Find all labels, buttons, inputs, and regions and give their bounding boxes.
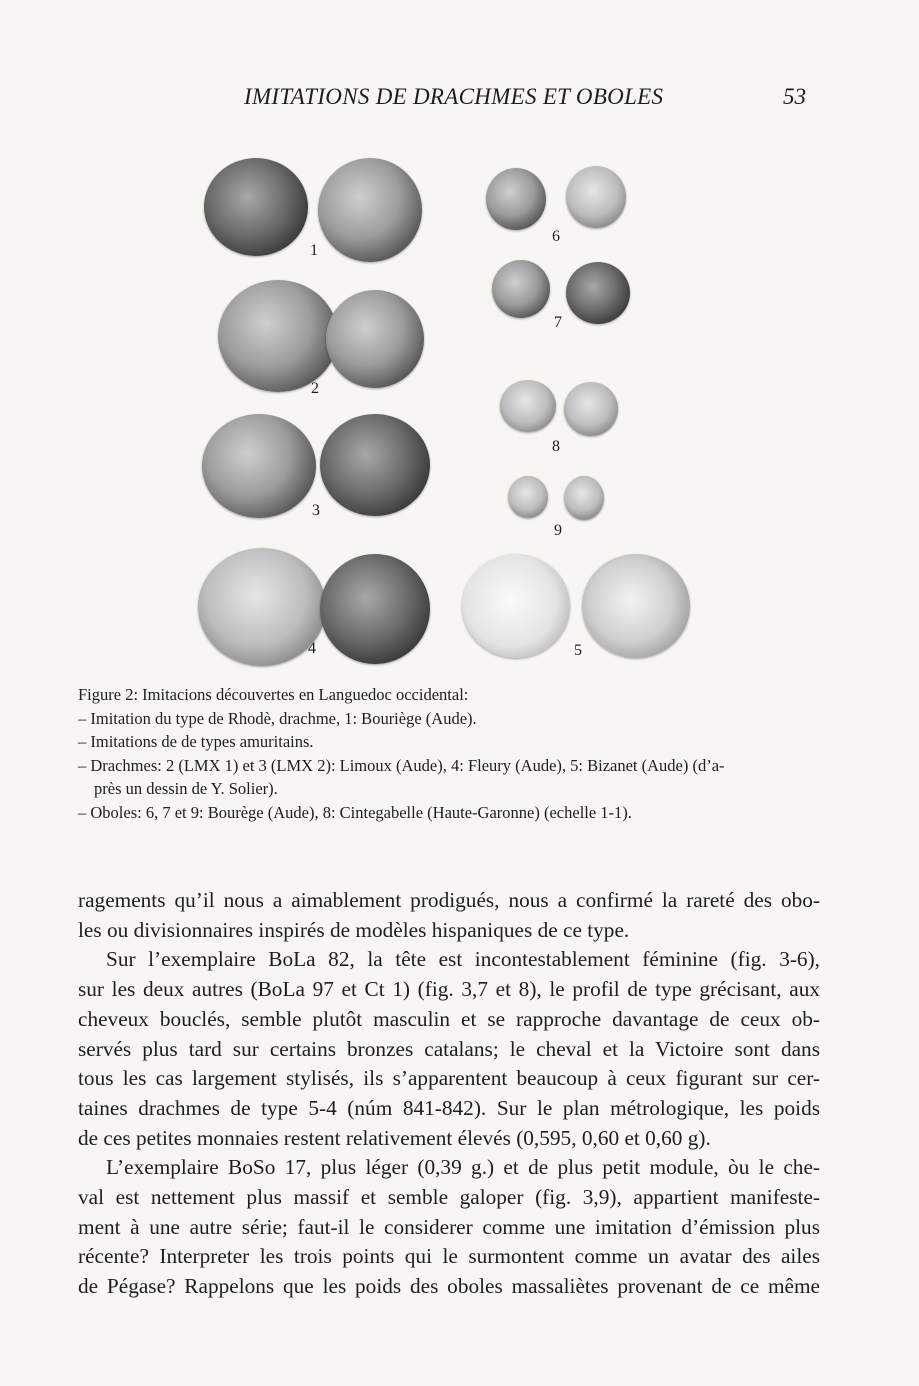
body-line: ragements qu’il nous a aimablement prodigués, nous a confirmé la rareté des obo- [78, 888, 820, 912]
coin-label-4: 4 [308, 640, 316, 657]
coin-2-obverse [218, 280, 338, 392]
body-line: de ces petites monnaies restent relativement élevés (0,595, 0,60 et 0,60 g). [78, 1125, 711, 1150]
coin-5-reverse-drawing [582, 554, 690, 658]
body-line: de Pégase? Rappelons que les poids des oboles massaliètes provenant de ce même [78, 1274, 820, 1299]
caption-line: – Oboles: 6, 7 et 9: Bourège (Aude), 8: Cintegabelle (Haute-Garonne) (echelle 1-1). [78, 802, 632, 822]
body-line: cheveux bouclés, semble plutôt masculin et se rapproche davantage de ceux ob- [78, 1006, 820, 1031]
coin-4-reverse [320, 554, 430, 664]
coin-label-3: 3 [312, 502, 320, 519]
coin-7-reverse [566, 262, 630, 324]
body-line: récente? Interpreter les trois points qui le surmontent comme un avatar des ailes [78, 1244, 820, 1269]
coin-6-reverse [566, 166, 626, 228]
coin-9-obverse [508, 476, 548, 518]
coin-label-1: 1 [310, 242, 318, 259]
coin-1-obverse [204, 158, 308, 256]
body-line: sur les deux autres (BoLa 97 et Ct 1) (fig. 3,7 et 8), le profil de type grécisant, aux [78, 977, 820, 1002]
body-line: L’exemplaire BoSo 17, plus léger (0,39 g.) et de plus petit module, òu le che- [106, 1155, 820, 1180]
coin-plate-figure [190, 150, 730, 670]
coin-label-8: 8 [552, 438, 560, 455]
coin-label-7: 7 [554, 314, 562, 331]
body-line: Sur l’exemplaire BoLa 82, la tête est incontestablement féminine (fig. 3-6), [106, 947, 820, 972]
coin-8-reverse [564, 382, 618, 436]
coin-8-obverse [500, 380, 556, 432]
figure-caption [78, 683, 823, 824]
coin-3-obverse [202, 414, 316, 518]
body-line: tous les cas largement stylisés, ils s’apparentent beaucoup à ceux figurant sur cer- [78, 1066, 820, 1091]
caption-line: – Drachmes: 2 (LMX 1) et 3 (LMX 2): Limoux (Aude), 4: Fleury (Aude), 5: Bizanet (Aude) (d’a- [78, 755, 725, 775]
coin-9-reverse [564, 476, 604, 520]
body-line: taines drachmes de type 5-4 (núm 841-842). Sur le plan métrologique, les poids [78, 1095, 820, 1120]
caption-line: Figure 2: Imitacions découvertes en Languedoc occidental: [78, 685, 469, 704]
coin-1-reverse [318, 158, 422, 262]
coin-7-obverse [492, 260, 550, 318]
running-title: IMITATIONS DE DRACHMES ET OBOLES [244, 84, 664, 109]
body-line: les ou divisionnaires inspirés de modèles hispaniques de ce type. [78, 917, 630, 942]
coin-3-reverse [320, 414, 430, 516]
coin-label-6: 6 [552, 228, 560, 245]
coin-label-9: 9 [554, 522, 562, 539]
coin-label-5: 5 [574, 642, 582, 659]
caption-line: – Imitations de de types amuritains. [78, 732, 314, 751]
body-text [78, 886, 820, 1302]
coin-5-obverse-drawing [462, 554, 570, 658]
body-line: servés plus tard sur certains bronzes catalans; le cheval et la Victoire sont dans [78, 1036, 820, 1061]
running-header [0, 84, 919, 118]
caption-line: près un dessin de Y. Solier). [94, 779, 278, 798]
coin-label-2: 2 [311, 380, 319, 397]
coin-6-obverse [486, 168, 546, 230]
page-number: 53 [783, 84, 806, 109]
coin-4-obverse [198, 548, 326, 666]
caption-line: – Imitation du type de Rhodè, drachme, 1: Bouriège (Aude). [78, 708, 477, 728]
body-line: val est nettement plus massif et semble galoper (fig. 3,9), appartient manifeste- [78, 1185, 820, 1210]
body-line: ment à une autre série; faut-il le considerer comme une imitation d’émission plus [78, 1214, 820, 1239]
coin-2-reverse [326, 290, 424, 388]
